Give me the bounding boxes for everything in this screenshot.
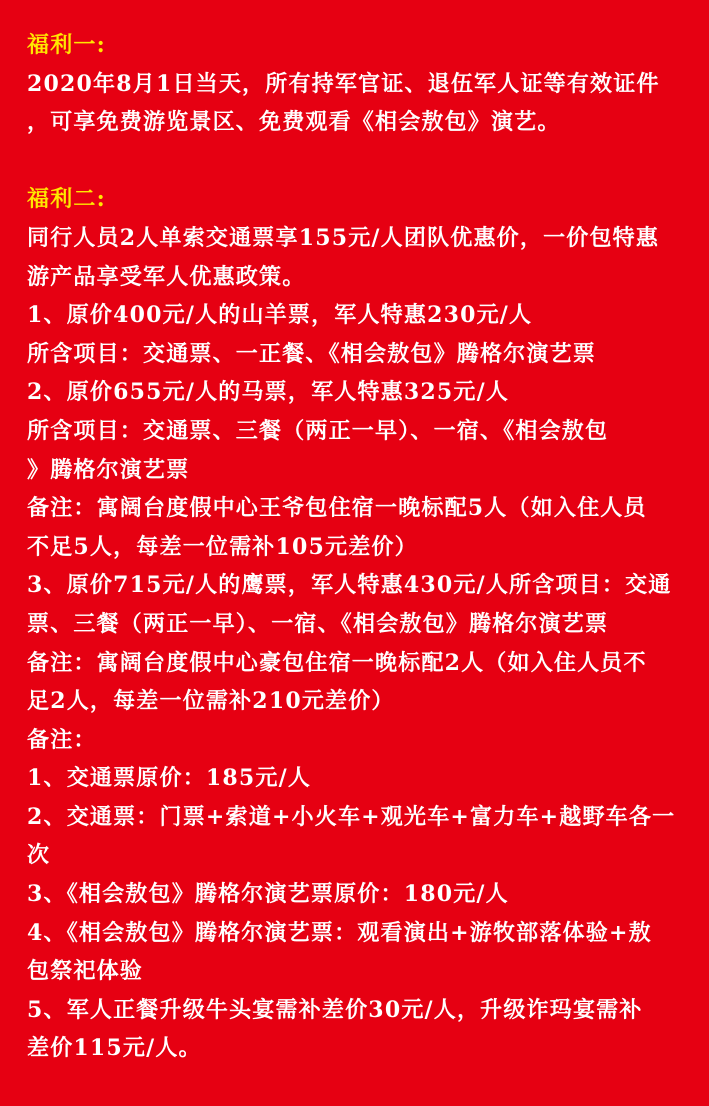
benefit-1-heading: 福利一: xyxy=(27,32,106,58)
benefit-1-line: ，可享免费游览景区、免费观看《相会敖包》演艺。 xyxy=(27,109,561,136)
benefit-2-line: 备注：寓阔台度假中心王爷包住宿一晚标配5人（如入住人员 xyxy=(27,495,647,522)
benefit-2-line: 足2人，每差一位需补210元差价） xyxy=(27,688,395,715)
benefit-2-line: 备注： xyxy=(27,726,97,753)
benefit-1-line: 2020年8月1日当天，所有持军官证、退伍军人证等有效证件 xyxy=(27,70,660,97)
benefit-2-line: 1、交通票原价：185元/人 xyxy=(27,765,312,792)
benefit-2-line: 包祭祀体验 xyxy=(27,958,144,985)
benefit-2-body xyxy=(27,219,685,1068)
section-spacer xyxy=(27,142,685,181)
benefit-2-line: 1、原价400元/人的山羊票，军人特惠230元/人 xyxy=(27,302,533,329)
benefit-2-line: 》腾格尔演艺票 xyxy=(27,456,190,483)
benefit-2-line: 3、《相会敖包》腾格尔演艺票原价：180元/人 xyxy=(27,881,509,908)
benefit-2-line: 所含项目：交通票、三餐（两正一早）、一宿、《相会敖包 xyxy=(27,417,609,444)
benefit-2-line: 4、《相会敖包》腾格尔演艺票：观看演出+游牧部落体验+敖 xyxy=(27,919,652,946)
benefit-2-line: 同行人员2人单索交通票享155元/人团队优惠价，一价包特惠 xyxy=(27,224,660,251)
benefit-2-line: 游产品享受军人优惠政策。 xyxy=(27,263,306,290)
benefit-2-line: 2、原价655元/人的马票，军人特惠325元/人 xyxy=(27,379,510,406)
benefit-2-heading: 福利二: xyxy=(27,186,106,213)
benefit-2-line: 票、三餐（两正一早）、一宿、《相会敖包》腾格尔演艺票 xyxy=(27,610,609,637)
benefit-2-line: 5、军人正餐升级牛头宴需补差价30元/人，升级诈玛宴需补 xyxy=(27,996,643,1023)
benefit-1-body xyxy=(27,65,685,142)
benefit-2-line: 不足5人，每差一位需补105元差价） xyxy=(27,533,418,560)
benefit-2-line: 备注：寓阔台度假中心豪包住宿一晚标配2人（如入住人员不 xyxy=(27,649,647,676)
benefit-2-line: 次 xyxy=(27,842,51,869)
benefit-2-line: 3、原价715元/人的鹰票，军人特惠430元/人所含项目：交通 xyxy=(27,572,672,599)
benefit-2-line: 差价115元/人。 xyxy=(27,1035,202,1062)
benefit-2-line: 所含项目：交通票、一正餐、《相会敖包》腾格尔演艺票 xyxy=(27,340,597,367)
benefit-2-line: 2、交通票：门票+索道+小火车+观光车+富力车+越野车各一 xyxy=(27,803,676,830)
